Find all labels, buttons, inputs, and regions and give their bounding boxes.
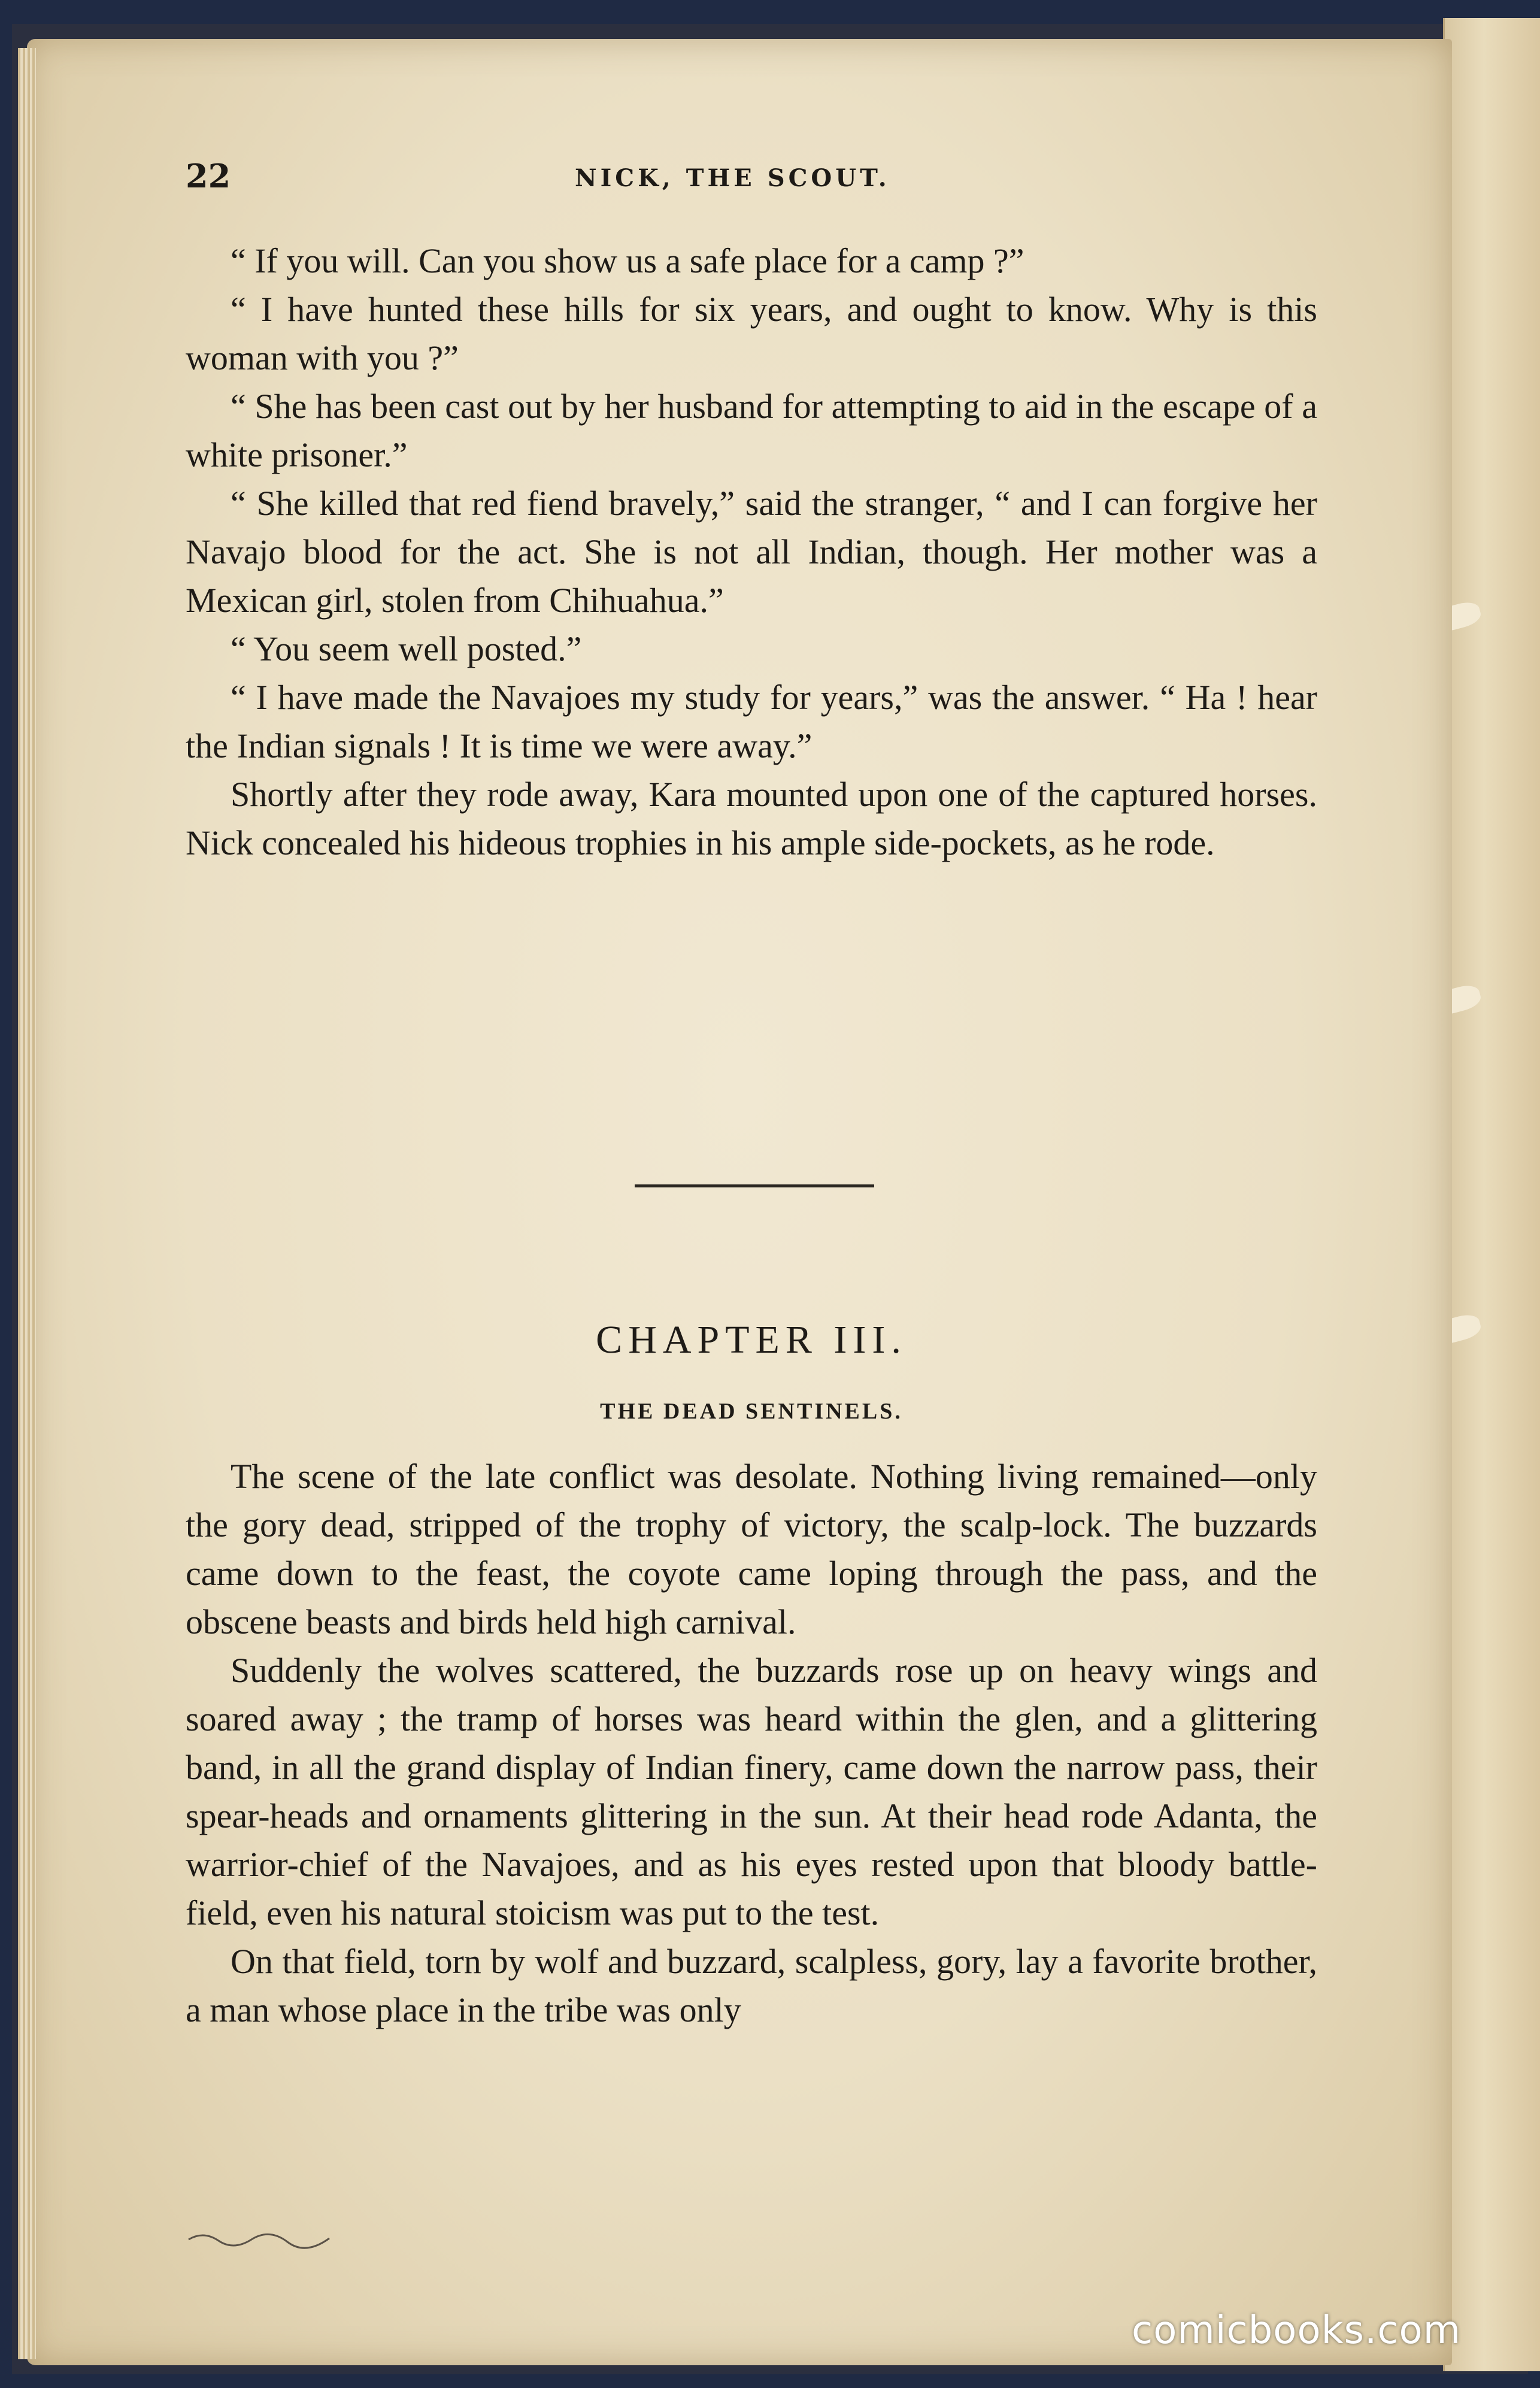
watermark: comicbooks.com [1132,2308,1462,2353]
paragraph: “ If you will. Can you show us a safe place for a camp ?” [231,241,1024,280]
chapter-title: CHAPTER III. [596,1318,907,1362]
page-header [186,157,1323,199]
paragraph: The scene of the late conflict was desolate. Nothing living remained—only the gory dead, stripped of the trophy of victory, the scalp-lock. The buzzards came down to the feast, the coyote came loping through the pass, and the obscene beasts and birds held high carnival. [186,1457,1317,1641]
facing-page-edge [1443,18,1540,2371]
paragraph: On that field, torn by wolf and buzzard, scalpless, gory, lay a favorite brother, a man whose place in the tribe was only [186,1942,1317,2029]
running-head: NICK, THE SCOUT. [575,164,890,192]
page-number: 22 [186,157,231,195]
paragraph: “ You seem well posted.” [231,629,582,668]
page-stack-edge [18,48,36,2359]
paragraph: “ She has been cast out by her husband for attempting to aid in the escape of a white prisoner.” [186,387,1317,474]
paragraph: “ I have made the Navajoes my study for years,” was the answer. “ Ha ! hear the Indian signals ! It is time we were away.” [186,678,1317,765]
text-block-2 [186,1452,1317,2034]
paragraph: “ She killed that red fiend bravely,” said the stranger, “ and I can forgive her Navajo blood for the act. She is not all Indian, though. Her mother was a Mexican girl, stolen from Chihuahua.” [186,484,1317,620]
paragraph: “ I have hunted these hills for six years, and ought to know. Why is this woman with you ?” [186,290,1317,377]
pencil-scribble-mark [186,2228,335,2251]
paragraph: Shortly after they rode away, Kara mounted upon one of the captured horses. Nick concealed his hideous trophies in his ample side-pockets, as he rode. [186,775,1317,862]
text-block-1 [186,237,1317,867]
chapter-subtitle: THE DEAD SENTINELS. [600,1399,903,1424]
paragraph: Suddenly the wolves scattered, the buzzards rose up on heavy wings and soared away ; the tramp of horses was heard within the glen, and a glittering band, in all the grand display of Indian finery, came down the narrow pass, their spear-heads and ornaments glittering in the sun. At their head rode Adanta, the warrior-chief of the Navajoes, and as his eyes rested upon that bloody battle-field, even his natural stoicism was put to the test. [186,1651,1317,1932]
section-divider [635,1184,874,1187]
